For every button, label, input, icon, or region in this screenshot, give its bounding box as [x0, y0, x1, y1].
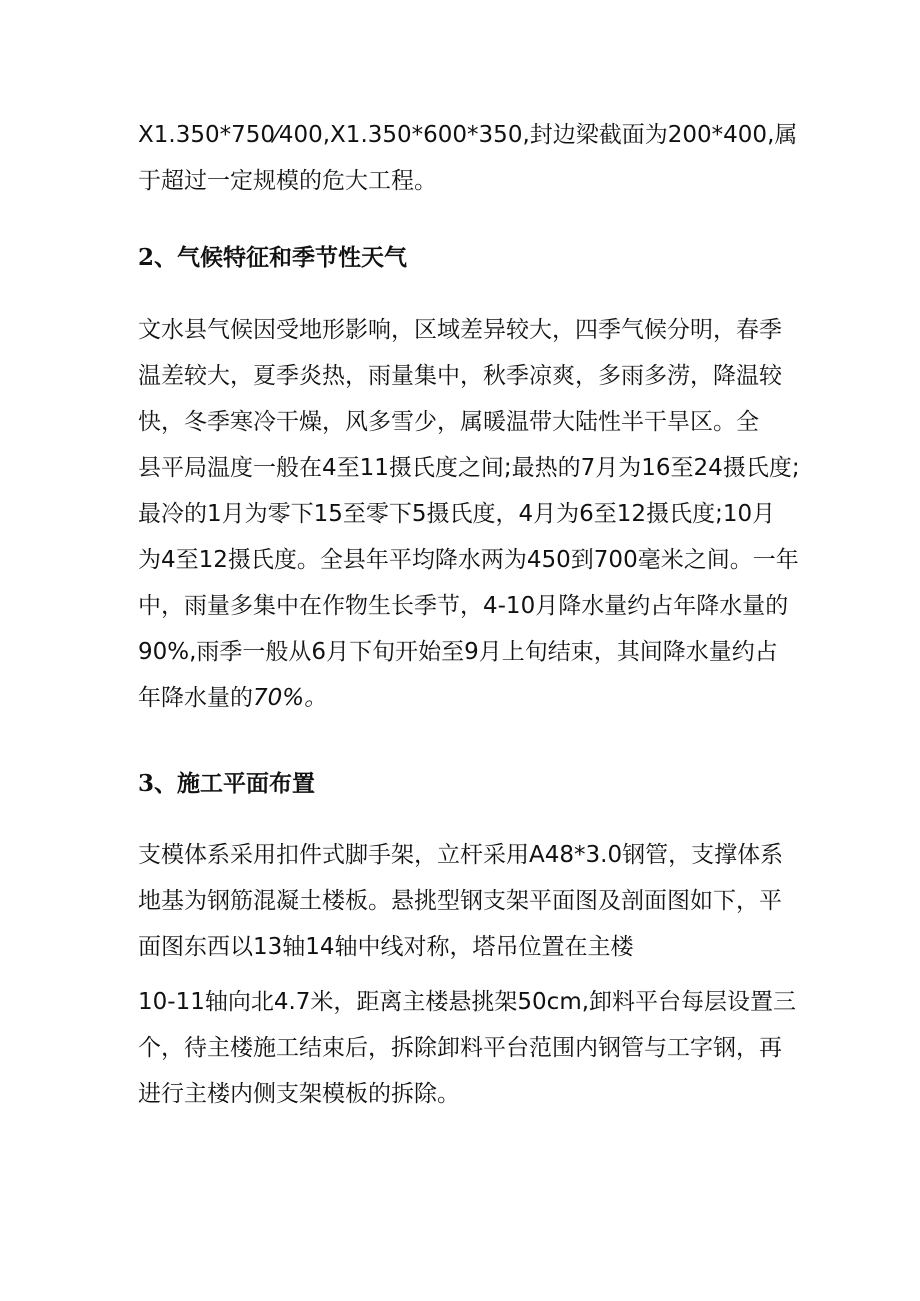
text-line: 县平局温度一般在4至11摄氏度之间;最热的7月为16至24摄氏度; [138, 455, 800, 481]
layout-paragraph-1 [138, 832, 798, 970]
text-line: 最冷的1月为零下15至零下5摄氏度，4月为6至12摄氏度;10月 [138, 501, 776, 527]
section-3-heading: 3、施工平面布置 [138, 770, 316, 797]
text-line: 个，待主楼施工结束后，拆除卸料平台范围内钢管与工字钢，再 [138, 1035, 782, 1061]
text-line: 中，雨量多集中在作物生长季节，4-10月降水量约占年降水量的 [138, 593, 789, 619]
text-line: 支模体系采用扣件式脚手架，立杆采用A48*3.0钢管，支撑体系 [138, 842, 784, 868]
text-line-prefix: 年降水量的 [138, 685, 253, 711]
climate-paragraph [138, 307, 798, 721]
text-line: 于超过一定规模的危大工程。 [138, 168, 437, 194]
italic-percentage: 70%。 [253, 685, 328, 711]
section-2-heading: 2、气候特征和季节性天气 [138, 244, 408, 271]
text-line: 90%,雨季一般从6月下旬开始至9月上旬结束，其间降水量约占 [138, 639, 778, 665]
text-line: 进行主楼内侧支架模板的拆除。 [138, 1081, 460, 1107]
text-line: 地基为钢筋混凝土楼板。悬挑型钢支架平面图及剖面图如下，平 [138, 888, 782, 914]
layout-paragraph-2 [138, 979, 798, 1117]
text-line: 面图东西以13轴14轴中线对称，塔吊位置在主楼 [138, 934, 634, 960]
text-line: 为4至12摄氏度。全县年平均降水两为450到700毫米之间。一年 [138, 547, 799, 573]
text-line: 温差较大，夏季炎热，雨量集中，秋季凉爽，多雨多涝，降温较 [138, 363, 782, 389]
text-line: X1.350*750⁄400,X1.350*600*350,封边梁截面为200*400,属 [138, 122, 798, 148]
text-line: 文水县气候因受地形影响，区域差异较大，四季气候分明，春季 [138, 317, 782, 343]
text-line [138, 675, 798, 721]
intro-paragraph [138, 112, 798, 204]
text-line: 快，冬季寒冷干燥，风多雪少，属暖温带大陆性半干旱区。全 [138, 409, 759, 435]
text-line: 10-11轴向北4.7米，距离主楼悬挑架50cm,卸料平台每层设置三 [138, 989, 797, 1015]
